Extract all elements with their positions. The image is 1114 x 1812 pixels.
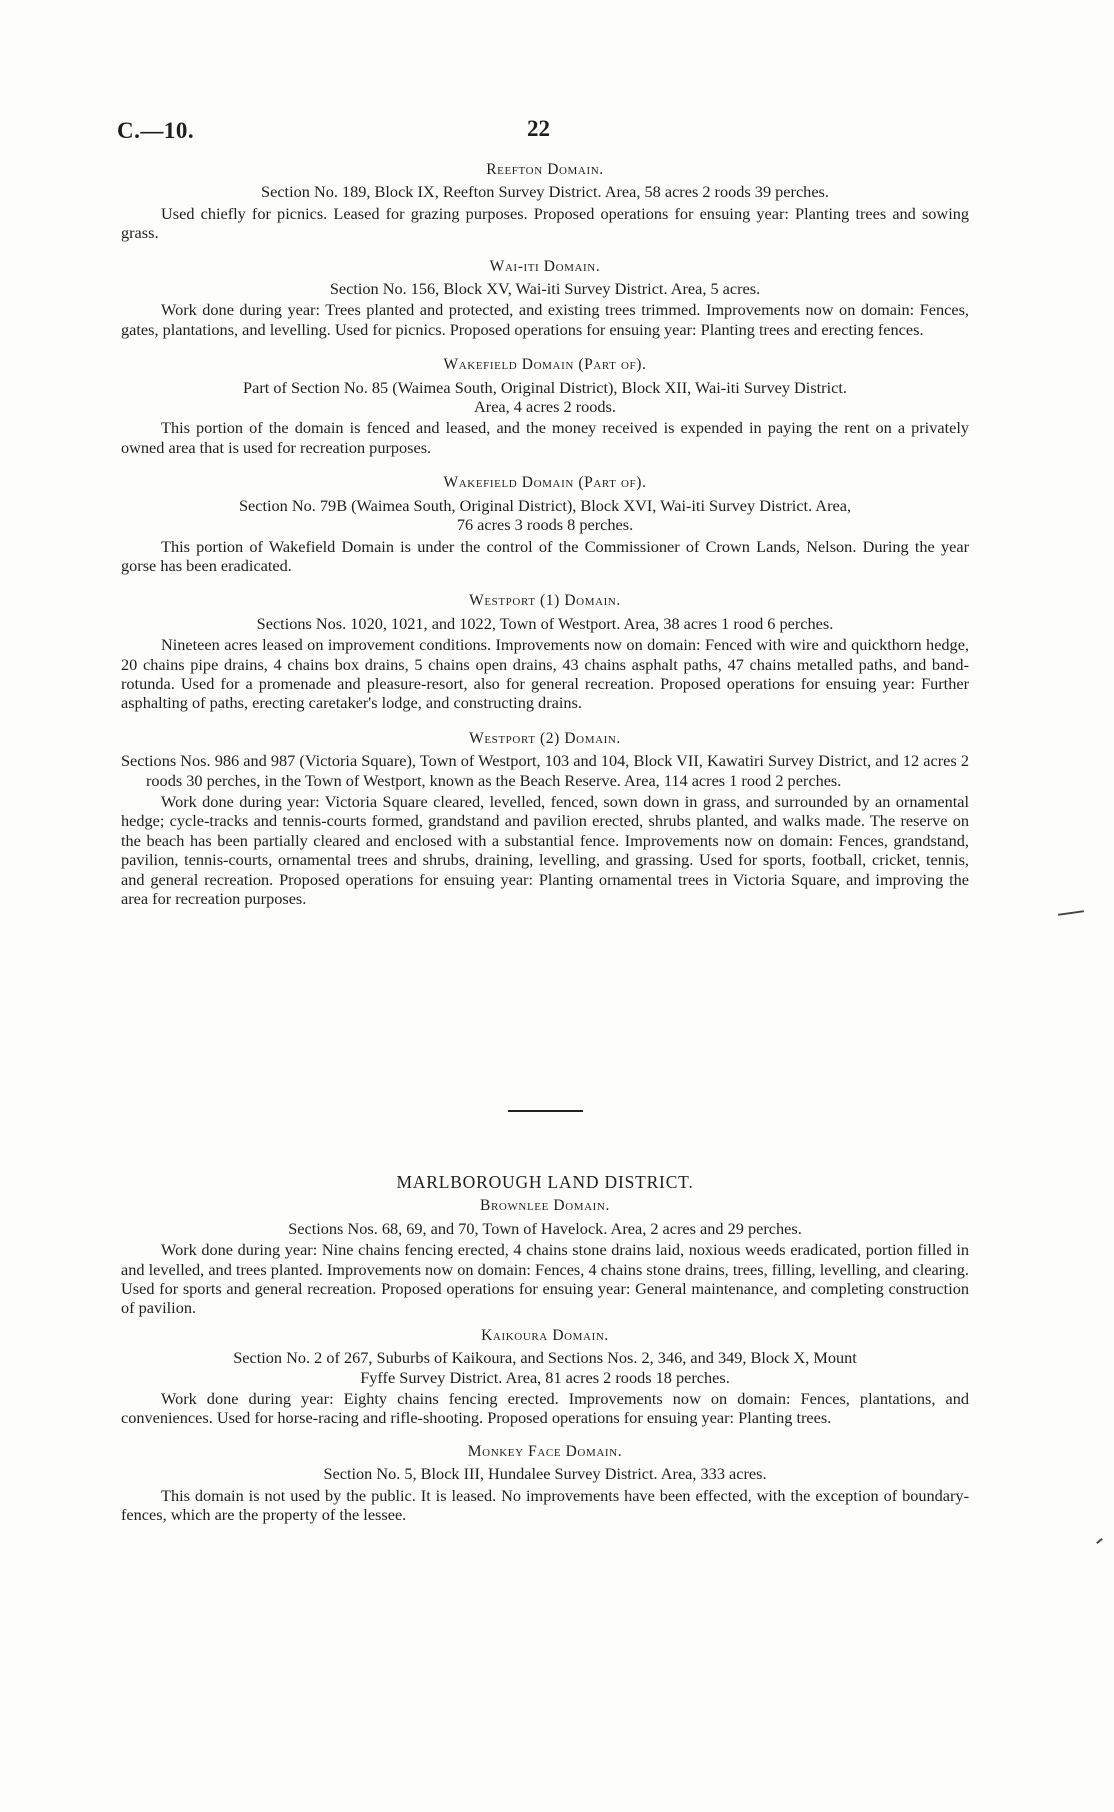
document-code: C.—10. bbox=[117, 118, 195, 143]
domain-location: Area, 4 acres 2 roods. bbox=[474, 397, 616, 417]
section-divider-rule bbox=[508, 1110, 583, 1112]
domain-section bbox=[121, 160, 969, 243]
domain-title: Monkey Face Domain. bbox=[467, 1442, 623, 1460]
page-number: 22 bbox=[527, 116, 550, 141]
domain-location: Part of Section No. 85 (Waimea South, Original District), Block XII, Wai-iti Survey District. bbox=[243, 377, 847, 397]
domain-title: Westport (1) Domain. bbox=[469, 592, 621, 610]
domain-title: Wai-iti Domain. bbox=[489, 257, 601, 275]
domain-section bbox=[121, 729, 969, 909]
domain-section bbox=[121, 355, 969, 457]
district-title: MARLBOROUGH LAND DISTRICT. bbox=[396, 1172, 694, 1192]
domain-description: This portion of the domain is fenced and leased, and the money received is expended in paying the rent on a privately owned area that is used for recreation purposes. bbox=[121, 418, 969, 457]
domain-location: Sections Nos. 68, 69, and 70, Town of Havelock. Area, 2 acres and 29 perches. bbox=[288, 1218, 802, 1238]
domain-title: Wakefield Domain (Part of). bbox=[443, 356, 647, 374]
domain-description: Used chiefly for picnics. Leased for grazing purposes. Proposed operations for ensuing year: Planting trees and sowing grass. bbox=[121, 203, 969, 243]
domain-location: Section No. 156, Block XV, Wai-iti Survey District. Area, 5 acres. bbox=[329, 279, 761, 299]
domain-location: Section No. 5, Block III, Hundalee Survey District. Area, 333 acres. bbox=[323, 1464, 767, 1484]
marlborough-district bbox=[121, 1173, 969, 1525]
domain-title: Reefton Domain. bbox=[486, 161, 604, 178]
scan-artifact-mark bbox=[1058, 910, 1084, 916]
domain-location: 76 acres 3 roods 8 perches. bbox=[456, 515, 634, 535]
domain-location: Fyffe Survey District. Area, 81 acres 2 roods 18 perches. bbox=[360, 1367, 730, 1387]
scan-artifact-mark bbox=[1096, 1538, 1103, 1544]
domain-description: Work done during year: Eighty chains fencing erected. Improvements now on domain: Fences, plantations, and conveniences. Used for horse-racing and rifle-shooting. Proposed operations for ensuing year: Planting trees. bbox=[121, 1389, 969, 1428]
domain-description: This domain is not used by the public. It is leased. No improvements have been effected, with the exception of boundary-fences, which are the property of the lessee. bbox=[121, 1485, 969, 1525]
domain-description: This portion of Wakefield Domain is under the control of the Commissioner of Crown Lands, Nelson. During the year gorse has been eradicated. bbox=[121, 536, 969, 575]
domain-location: Sections Nos. 986 and 987 (Victoria Square), Town of Westport, 103 and 104, Block VII, Kawatiri Survey District, and 12 acres 2 roods 30 perches, in the Town of Westport, known as the Beach Reserve. Area, 114 acres 1 rood 2 perches. bbox=[121, 751, 969, 790]
domain-section bbox=[121, 1326, 969, 1428]
domain-description: Nineteen acres leased on improvement conditions. Improvements now on domain: Fenced with wire and quickthorn hedge, 20 chains pipe drains, 4 chains box drains, 5 chains open drains, 43 chains asphalt paths, 47 chains metalled paths, and band-rotunda. Used for a promenade and pleasure-resort, also for general recreation. Proposed operations for ensuing year: Further asphalting of paths, erecting caretaker's lodge, and constructing drains. bbox=[121, 635, 969, 713]
domain-section bbox=[121, 591, 969, 712]
domain-location: Section No. 79B (Waimea South, Original District), Block XVI, Wai-iti Survey District. Area, bbox=[238, 495, 852, 515]
domain-title: Wakefield Domain (Part of). bbox=[443, 474, 647, 492]
domain-description: Work done during year: Victoria Square cleared, levelled, fenced, sown down in grass, and surrounded by an ornamental hedge; cycle-tracks and tennis-courts formed, grandstand and pavilion erected, shrubs planted, and walks made. The reserve on the beach has been partially cleared and enclosed with a substantial fence. Improvements now on domain: Fences, grandstand, pavilion, tennis-courts, ornamental trees and shrubs, draining, levelling, and grassing. Used for sports, football, cricket, tennis, and general recreation. Proposed operations for ensuing year: Planting ornamental trees in Victoria Square, and improving the area for recreation purposes. bbox=[121, 791, 969, 908]
domain-location: Section No. 2 of 267, Suburbs of Kaikoura, and Sections Nos. 2, 346, and 349, Block X, Mount bbox=[233, 1348, 857, 1368]
domain-location: Section No. 189, Block IX, Reefton Survey District. Area, 58 acres 2 roods 39 perches. bbox=[261, 182, 829, 202]
domain-title: Kaikoura Domain. bbox=[481, 1326, 609, 1344]
domain-section bbox=[121, 257, 969, 340]
domain-title: Brownlee Domain. bbox=[480, 1197, 610, 1215]
domain-section bbox=[121, 473, 969, 575]
district-sections bbox=[121, 1196, 969, 1524]
domain-section bbox=[121, 1442, 969, 1525]
domain-description: Work done during year: Trees planted and protected, and existing trees trimmed. Improvements now on domain: Fences, gates, plantations, and levelling. Used for picnics. Proposed operations for ensuing year: Planting trees and erecting fences. bbox=[121, 300, 969, 339]
domain-title: Westport (2) Domain. bbox=[469, 729, 621, 747]
domain-location: Sections Nos. 1020, 1021, and 1022, Town of Westport. Area, 38 acres 1 rood 6 perches. bbox=[256, 613, 834, 633]
domain-section bbox=[121, 1196, 969, 1317]
domain-description: Work done during year: Nine chains fencing erected, 4 chains stone drains laid, noxious weeds eradicated, portion filled in and levelled, and trees planted. Improvements now on domain: Fences, 4 chains stone drains, trees, filling, levelling, and clearing. Used for sports and general recreation. Proposed operations for ensuing year: General maintenance, and completing construction of pavilion. bbox=[121, 1240, 969, 1318]
domain-sections bbox=[121, 160, 969, 908]
